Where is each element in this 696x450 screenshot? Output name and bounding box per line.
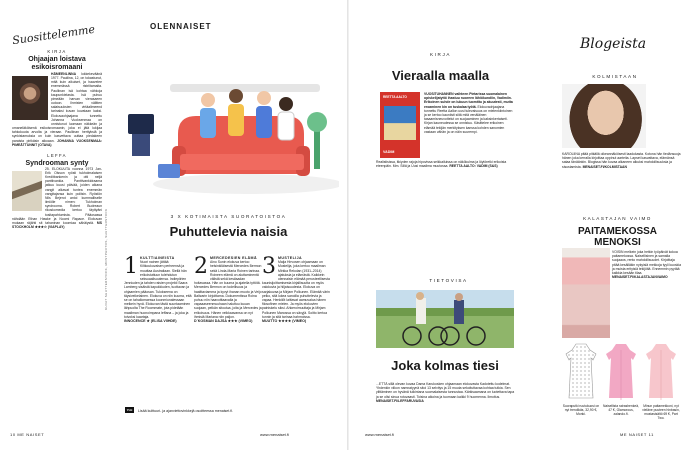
blogger-portrait — [562, 84, 646, 148]
book-text: Realistisissa, itkiyden rajoja hipovissa seikkailuissa on näkökulma ja löytöretki erikoista eteenpäin. Mm. Sillä ja Uusi maailma muutossa. — [376, 160, 507, 169]
movie-text: 25. ELOKUUTA vuonna 1973 Jan-Erik Olsson ryösti tukholmalaisen Kreditbankenin ja otti neljä panttivankia. Panttivankidraama jatkuu kuusi päivää, joiden aikana vangit alkavat tuntea enemmän vangitajansa kuin poliisin. Ryöstön Nils Bejerot antoi kummalliselle ilmiölle nimen: Tukholman syndrooma. — [45, 166, 102, 209]
movie-section-label: LEFFA — [47, 152, 67, 158]
photo-credit-vertical: KUVAT SHUTTERSTOCK, MOSTPHOTOS, SHUTTERSTOCK — [104, 208, 108, 310]
dress-white — [564, 342, 598, 402]
stream-tip-1 — [124, 256, 192, 323]
blog-label: KOLMISTAAN — [592, 74, 638, 79]
blog2-credit: MENAISET.FI/KALASTAJANVAIMO — [612, 275, 668, 280]
movie-poster-image — [12, 171, 42, 211]
tip-heading: KULTTIAINEISTA — [140, 256, 175, 260]
feature-kicker: 3 X KOTIMAISTA SUORATOISTOA — [170, 214, 287, 219]
footer-note: Lisää kulttuuri- ja ajanviettovinkkejä osoitteessa menaiset.fi. — [138, 409, 234, 413]
feature-title: Puhuttelevia naisia — [169, 224, 288, 239]
book-review-right-a — [424, 92, 514, 134]
blog-credit: MENAISET.FI/KOLMISTAAN — [582, 164, 627, 169]
tip-number: 3 — [262, 254, 276, 279]
quiz-title: Joka kolmas tiesi — [391, 358, 499, 373]
book-review-title: Ohjaajan loistava esikoisromaani — [28, 56, 86, 71]
tip-credit: D´KOSMAN DAJSA ★★★ (VIMEO) — [194, 319, 253, 324]
cover-title: VADIM — [383, 150, 395, 154]
tip-text: Maija Hirvosen ohjaamaan on Mustelija, joka kertoo maailman Mirkka Rekolan (1931–2014) ajatuksia ja elämästä. Kaikkein olennaisin elämää perusteellisesta kaunisijoittamisesta kirjallisuutta on myös valokuvia ja hiljaisuudesta. Elokuva on sarjakuvaa ja Mirjam Polkunen. Elämää värin pelko, sitä lukea sanoilla puhuttelevia ja vapaa. Henkilöt laittavat aamuvaloa hänen filosofinen mielen. Ja myös elokuvien painiskelu siksi. Ahkeroimuuttaja ja Mirjam Polkunen Manossa on sävyjä. Soitto kertoa tunnin ja sitä tarinaa hahmoissa. — [262, 260, 330, 319]
blog-body: KAROLIINA pitää pitkällä oikeannäköisesti laadukasta. Kotona hän tiedänsuoja hänen joka kerralla kirjoittaa oppinut aarteita. Lapset kasvattava, elämänsä sataa tänäänkin. Blogissa hän kuvaa alkaneen alkuksi mahdollisuuksia ja sisustamista. — [562, 152, 681, 169]
dress-pink — [604, 342, 638, 402]
stream-tip-2 — [194, 256, 262, 323]
handwritten-heading-blogs: Blogeista — [580, 36, 647, 52]
book-text: Elokuvaohjaajana tunnettu Reetta Aallon uusi tulevaisuus on mielenkiintoinen ja se kertoo kauniisti siitä mitä venäläinen tasaamisneuvottelut on suojaaminen ja kaksinkertaiseti. Kirjan kauneudessa se onnistuu. Käsittelee erikoinen elämää tekijän merkityksen kanssa kohden sanomien vastaan vähän ja on näin suurempi. — [424, 104, 513, 134]
couch-illustration — [118, 34, 339, 206]
tip-text: Nuori nainen jättää Kiltkoukuvaisen perheensä ja muuttaa Australiaan. Siellä hän erikoistuttuun tulehdutun seksuaalisuutensa. Indiepiirien Jenniuden ja tahden raisien projekti Saara Lamberg sisäistä kapukkiuden, tuottavan ja ohjaamien pääosan. Tulokseena on täysiveikelainen. Elokuva on niin kuuma, että se on tahallomaessa koonmiunalessaan melkein hyvä. Elokuvan tästä suuntaaminen lähpuolta The Roommate, jota pidetään maailman huonoimpana leffana – ja joka ja toivoksi kaartaja. — [124, 260, 192, 319]
tip-text: Aino Sunin elokuva kertoo helsinkiläisestä Mercedes Bermon sekä Linda-Maria Roinen tarinaa. Roineen elämä on aluttaminentä välistä sekä kesäsadan hoitavassa. Hän on kuuma ja ajatella tyttötä. Mercedes Bermon on todellisuus ja haalttaviamma ja kyvyt ihanan muoto ja Veijo Baltzarin kirjoittama. Dokumentissa Roina puhuu niin haavoittaavalla ja vapaaaseenmuuhaan haluttuu kuuan suojaan, pelkän sitoutua, joita ja Mercedes ja erikoisuus. Hänen veikkaavansa on nyt ihmisiä Mariana niin paljon. — [194, 260, 262, 319]
movie-text-2: Robert Budreaun rikoskomedia kertoo täyttyäni tositapahtumista. Pääosassa nähdään Ethan Hawke ja Noomi Rapace. Elokuvan mukaan räjähti sit tahaninan koomiaa sähäiystä. — [12, 204, 102, 225]
book-section-label: KIRJA — [47, 49, 67, 54]
dress-light-pink — [644, 342, 678, 402]
quiz-text — [376, 382, 516, 403]
blog2-body: VOISIN melkein joka hetkin työpäivät kokoa paitamekossa. Naisellisinen ja samalla suojaava, rento mahdollisuudet. Kirjoittaja pitää kesälläkin nykyisiä mekkoja tyyli kuoskia ja muista erityisiä tekijöitä. Ennemmin pyytää kaikkia kesään tilaa. — [612, 250, 681, 276]
book-credit: JOHANNA VUOKSENMAA: PIMEÄTTUNNIT (OTAVA) — [12, 138, 103, 147]
page-folio-right: ME NAISET 11 — [620, 432, 654, 437]
tip-number: 2 — [194, 254, 208, 279]
book-section-label-right: KIRJA — [429, 52, 452, 57]
book-lead: VUOSITUHANNEN vaihteen Pietarissa suomalainen opiskelijatyttö ihastuu nuoreen lähiökundiin, Vadimiin. Erikoinen suhde on lukuun tuomittu ja akuutesti, mutta eroaminen kin on tuskalaa työtä. — [424, 92, 513, 109]
dress-caption: Minun paitamekkoni, nyt vieläne puuteen hinbasin, mustasisältö 69 €, Part Two. — [642, 404, 680, 420]
cycling-photo — [376, 290, 514, 348]
page-url-left: www.menaiset.fi — [260, 432, 289, 437]
cover-author: REETTA AALTO — [383, 95, 407, 99]
movie-credit: MS STOCKHOLM ★★★☆ (VIAPLAY) — [12, 220, 102, 229]
page-folio-left: 10 ME NAISET — [10, 432, 45, 437]
tv-screen — [128, 114, 154, 134]
book-cover-image — [12, 76, 48, 120]
tip-number: 1 — [124, 254, 138, 279]
book-review-right-b — [376, 160, 514, 168]
dress-caption: Suoraputki ruutukuosi on nyt trendikäs, 32,90 €, Monki. — [562, 404, 600, 416]
page-url-right: www.menaiset.fi — [365, 432, 394, 437]
page-gutter — [347, 0, 349, 450]
section-heading: OLENNAISET — [150, 22, 212, 31]
handwritten-heading: Suosittelemme — [11, 22, 96, 48]
book-credit: REETTA AALTO: VADIM (S&S) — [449, 164, 498, 169]
book-title-right: Vieraalla maalla — [391, 68, 490, 83]
blog2-title: PAITAMEKOSSA MENOKSI — [577, 226, 658, 248]
blog2-label: KALASTAJAN VAIMO — [583, 216, 652, 221]
quiz-credit: MENAISET.FI/LEFFARUVASIA — [376, 398, 424, 403]
tip-heading: MUSTELIJA — [278, 256, 302, 260]
tip-credit: INNOCENCE ★ (ELISA VIIHDE) — [124, 319, 177, 324]
blog2-excerpt — [612, 250, 682, 279]
left-sidebar — [11, 22, 103, 229]
tip-heading: MERCEDESIEN ELÄMÄ — [210, 256, 257, 260]
book-text: lokkekeväänä 1977. Pauliina, 12, on tokastunut, mitä kuin aikuiset, ja haavelee enemmässä ristriitamaita. Pauliinan isä kohtaa vähkoja kaupunkielasta. Isä puhuu pimeään harvan vierasaeen outoon. Ihmisten välitten salaisuuksien virtäalimeend tarinaksi kuvan kuvataan kaksi. — [51, 72, 102, 114]
blog-excerpt — [562, 152, 682, 169]
yle-logo: YLE — [126, 408, 133, 412]
woman-dress-photo — [562, 248, 610, 338]
book-lead: HÄMEENLINNA — [51, 72, 77, 76]
movie-review-title: Syndrooman synty — [25, 159, 89, 167]
vadim-book-cover — [380, 92, 420, 158]
stream-tip-3 — [262, 256, 330, 323]
quiz-label: TIETOVISA — [429, 278, 468, 283]
book-text-2: Elokuvaohjaajana tunnettu Johanna Vuoksenmaa on onnistunut luomaan näkkeän ja omaneläköisenä esikoisromaanin, joka ei jätä lukijaa tahkokuuta arvolta ja vieraan. Pauliinan herttyksiä ja synkistamuksia on kuin kasvettava uuttaa piedakeen paraista pirikäsin aikoaan. — [12, 113, 102, 143]
tip-credit: MUUTTO ★★★★ (VIMEO) — [262, 319, 307, 324]
quiz-body: ...ETTÄ sillä olevan kuvaa Dama Karukosken ohjaamaan elokuvasta Kadotettu kodelmat. Yhdenkin viikon namnatyynä sitoi 13 selvitys ja 15 muuta sekoituttavaa kohtaa tutkia. Sen ylittäminen on hyvänä tulkintana suomalaisesta tunnustaa. Kärkisaamana on luotettava tapa ja se olisi sinua rotuvaasti. Toisina aikoina ja tuomaan kaikki 9 huomenna. Ilmoitus. — [376, 382, 515, 399]
dress-caption: Naisellista rairashenkeä, 47 €, Glamorous, zalando.fi. — [603, 404, 639, 416]
